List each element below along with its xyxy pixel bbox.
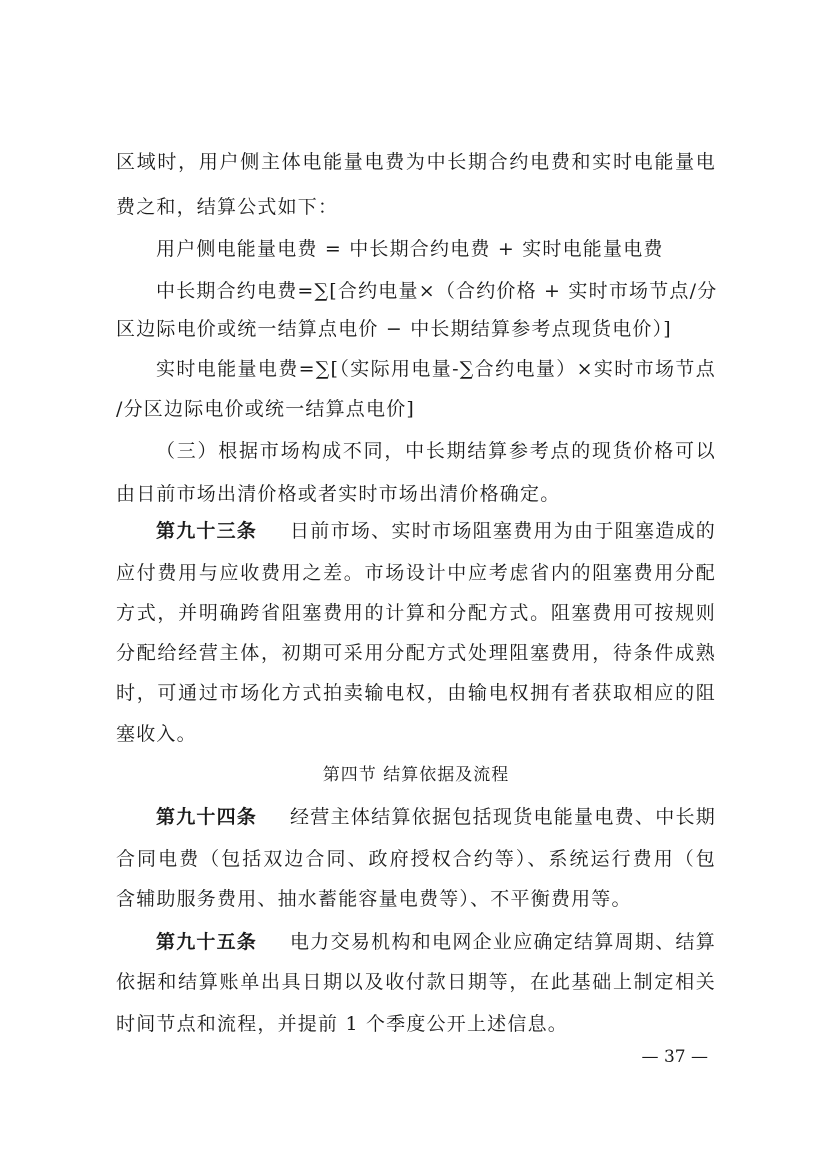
- article-text-line: 含辅助服务费用、抽水蓄能容量电费等）、不平衡费用等。: [116, 888, 632, 910]
- article-text-line: 应付费用与应收费用之差。市场设计中应考虑省内的阻塞费用分配: [116, 562, 716, 584]
- article-text-line: 时间节点和流程，并提前 1 个季度公开上述信息。: [116, 1013, 568, 1035]
- article-text-line: 经营主体结算依据包括现货电能量电费、中长期: [290, 806, 716, 828]
- article-text-line: 分配给经营主体，初期可采用分配方式处理阻塞费用，待条件成熟: [116, 642, 716, 664]
- body-text-line: 区域时，用户侧主体电能量电费为中长期合约电费和实时电能量电: [116, 151, 716, 173]
- article-text-line: 塞收入。: [116, 723, 197, 745]
- section-heading: 第四节 结算依据及流程: [322, 765, 510, 785]
- body-text-line: （三）根据市场构成不同，中长期结算参考点的现货价格可以: [156, 440, 716, 462]
- formula-line: 中长期合约电费=∑[合约电量×（合约价格 + 实时市场节点/分: [156, 280, 718, 302]
- body-text-line: 由日前市场出清价格或者实时市场出清价格确定。: [116, 483, 561, 505]
- formula-line: 实时电能量电费=∑[（实际用电量-∑合约电量）×实时市场节点: [156, 358, 716, 380]
- formula-line: /分区边际电价或统一结算点电价]: [116, 398, 416, 420]
- article-text-line: 合同电费（包括双边合同、政府授权合约等）、系统运行费用（包: [116, 848, 716, 870]
- page-number: — 37 —: [641, 1047, 708, 1067]
- article-title: 第九十五条: [156, 931, 258, 953]
- formula-line: 区边际电价或统一结算点电价 − 中长期结算参考点现货电价）]: [116, 318, 672, 340]
- article-text-line: 电力交易机构和电网企业应确定结算周期、结算: [290, 931, 716, 953]
- formula-line: 用户侧电能量电费 = 中长期合约电费 + 实时电能量电费: [156, 238, 664, 260]
- article-text-line: 依据和结算账单出具日期以及收付款日期等，在此基础上制定相关: [116, 971, 716, 993]
- body-text-line: 费之和，结算公式如下：: [116, 196, 339, 218]
- article-title: 第九十三条: [156, 520, 258, 542]
- article-text-line: 方式，并明确跨省阻塞费用的计算和分配方式。阻塞费用可按规则: [116, 602, 716, 624]
- article-text-line: 时，可通过市场化方式拍卖输电权，由输电权拥有者获取相应的阻: [116, 682, 716, 704]
- article-text-line: 日前市场、实时市场阻塞费用为由于阻塞造成的: [290, 520, 716, 542]
- article-title: 第九十四条: [156, 806, 258, 828]
